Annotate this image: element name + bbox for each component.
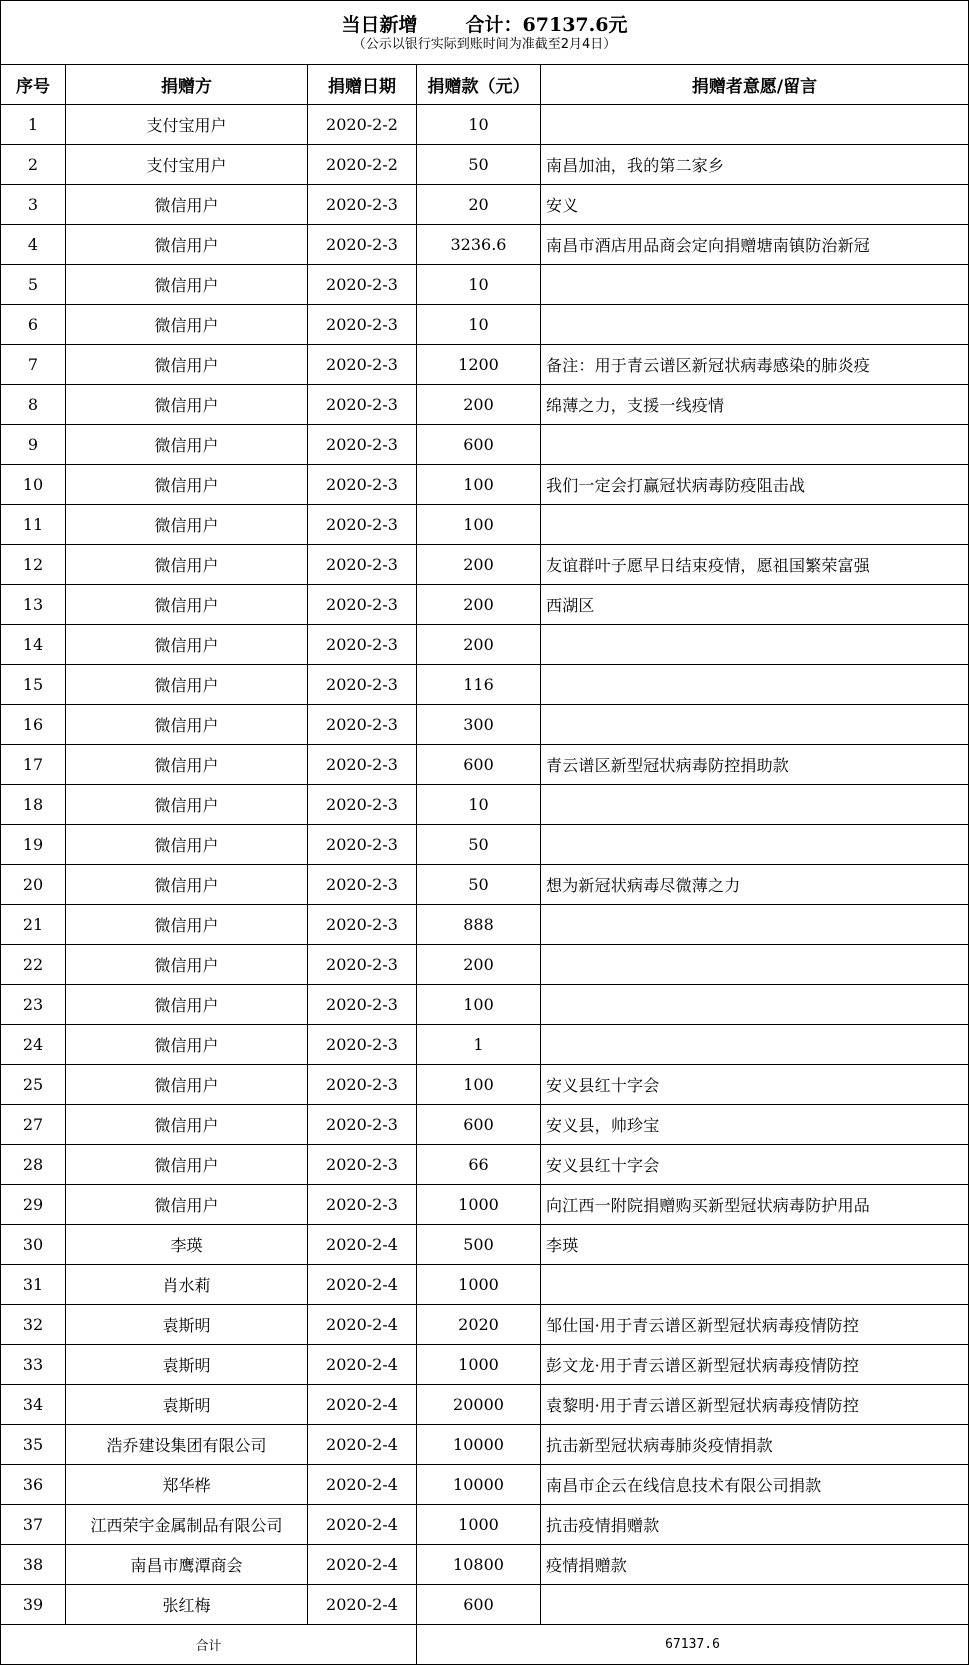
donor-cell: 张红梅 xyxy=(66,1585,308,1625)
row-number: 19 xyxy=(1,825,66,865)
donor-cell: 微信用户 xyxy=(66,1185,308,1225)
amount-cell: 50 xyxy=(417,145,541,185)
table-row xyxy=(1,1585,969,1625)
table-row xyxy=(1,185,969,225)
table-row xyxy=(1,985,969,1025)
donor-cell: 微信用户 xyxy=(66,1105,308,1145)
donor-cell: 微信用户 xyxy=(66,825,308,865)
date-cell: 2020-2-3 xyxy=(308,305,417,345)
message-cell: 李瑛 xyxy=(541,1225,969,1265)
amount-cell: 600 xyxy=(417,745,541,785)
date-cell: 2020-2-3 xyxy=(308,225,417,265)
column-header-amount: 捐赠款（元） xyxy=(417,65,541,105)
message-cell xyxy=(541,1585,969,1625)
date-cell: 2020-2-4 xyxy=(308,1385,417,1425)
table-row xyxy=(1,145,969,185)
donor-cell: 微信用户 xyxy=(66,265,308,305)
amount-cell: 20000 xyxy=(417,1385,541,1425)
amount-cell: 2020 xyxy=(417,1305,541,1345)
row-number: 39 xyxy=(1,1585,66,1625)
row-number: 29 xyxy=(1,1185,66,1225)
table-row xyxy=(1,545,969,585)
donor-cell: 微信用户 xyxy=(66,745,308,785)
message-cell xyxy=(541,505,969,545)
date-cell: 2020-2-3 xyxy=(308,745,417,785)
message-cell xyxy=(541,425,969,465)
column-header-no: 序号 xyxy=(1,65,66,105)
amount-cell: 10 xyxy=(417,105,541,145)
message-cell: 袁黎明·用于青云谱区新型冠状病毒疫情防控 xyxy=(541,1385,969,1425)
table-row xyxy=(1,1465,969,1505)
row-number: 12 xyxy=(1,545,66,585)
table-row xyxy=(1,465,969,505)
row-number: 31 xyxy=(1,1265,66,1305)
message-cell xyxy=(541,305,969,345)
message-cell: 青云谱区新型冠状病毒防控捐助款 xyxy=(541,745,969,785)
date-cell: 2020-2-3 xyxy=(308,1025,417,1065)
donor-cell: 微信用户 xyxy=(66,385,308,425)
total-label-cell: 合计 xyxy=(1,1625,417,1665)
donor-cell: 微信用户 xyxy=(66,465,308,505)
table-row xyxy=(1,1025,969,1065)
amount-cell: 100 xyxy=(417,1065,541,1105)
date-cell: 2020-2-4 xyxy=(308,1225,417,1265)
message-cell xyxy=(541,265,969,305)
amount-cell: 116 xyxy=(417,665,541,705)
donor-cell: 肖水莉 xyxy=(66,1265,308,1305)
message-cell xyxy=(541,945,969,985)
row-number: 9 xyxy=(1,425,66,465)
date-cell: 2020-2-4 xyxy=(308,1505,417,1545)
date-cell: 2020-2-3 xyxy=(308,265,417,305)
message-cell: 安义县红十字会 xyxy=(541,1065,969,1105)
total-value: 67137.6元 xyxy=(522,13,628,36)
donor-cell: 微信用户 xyxy=(66,945,308,985)
message-cell xyxy=(541,1025,969,1065)
amount-cell: 200 xyxy=(417,585,541,625)
amount-cell: 600 xyxy=(417,425,541,465)
date-cell: 2020-2-2 xyxy=(308,105,417,145)
table-row xyxy=(1,1225,969,1265)
date-cell: 2020-2-3 xyxy=(308,825,417,865)
amount-cell: 200 xyxy=(417,385,541,425)
message-cell xyxy=(541,985,969,1025)
amount-cell: 1000 xyxy=(417,1345,541,1385)
amount-cell: 100 xyxy=(417,985,541,1025)
amount-cell: 1 xyxy=(417,1025,541,1065)
donor-cell: 微信用户 xyxy=(66,905,308,945)
message-cell: 邹仕国·用于青云谱区新型冠状病毒疫情防控 xyxy=(541,1305,969,1345)
message-cell xyxy=(541,785,969,825)
table-row xyxy=(1,1505,969,1545)
row-number: 21 xyxy=(1,905,66,945)
row-number: 7 xyxy=(1,345,66,385)
date-cell: 2020-2-3 xyxy=(308,705,417,745)
amount-cell: 200 xyxy=(417,545,541,585)
date-cell: 2020-2-3 xyxy=(308,505,417,545)
amount-cell: 200 xyxy=(417,625,541,665)
donor-cell: 南昌市鹰潭商会 xyxy=(66,1545,308,1585)
donor-cell: 袁斯明 xyxy=(66,1305,308,1345)
donor-cell: 微信用户 xyxy=(66,1025,308,1065)
donor-cell: 微信用户 xyxy=(66,585,308,625)
row-number: 17 xyxy=(1,745,66,785)
message-cell: 抗击疫情捐赠款 xyxy=(541,1505,969,1545)
date-cell: 2020-2-3 xyxy=(308,945,417,985)
total-label: 合计： xyxy=(465,13,523,36)
date-cell: 2020-2-4 xyxy=(308,1265,417,1305)
table-row xyxy=(1,505,969,545)
amount-cell: 100 xyxy=(417,465,541,505)
amount-cell: 100 xyxy=(417,505,541,545)
message-cell: 友谊群叶子愿早日结束疫情，愿祖国繁荣富强 xyxy=(541,545,969,585)
amount-cell: 200 xyxy=(417,945,541,985)
message-cell: 南昌加油，我的第二家乡 xyxy=(541,145,969,185)
amount-cell: 10 xyxy=(417,785,541,825)
date-cell: 2020-2-3 xyxy=(308,1105,417,1145)
message-cell xyxy=(541,1265,969,1305)
table-row xyxy=(1,105,969,145)
row-number: 4 xyxy=(1,225,66,265)
row-number: 8 xyxy=(1,385,66,425)
table-row xyxy=(1,1385,969,1425)
date-cell: 2020-2-3 xyxy=(308,185,417,225)
donor-cell: 微信用户 xyxy=(66,865,308,905)
donor-cell: 支付宝用户 xyxy=(66,145,308,185)
message-cell: 备注：用于青云谱区新冠状病毒感染的肺炎疫 xyxy=(541,345,969,385)
amount-cell: 10 xyxy=(417,265,541,305)
amount-cell: 1000 xyxy=(417,1505,541,1545)
date-cell: 2020-2-4 xyxy=(308,1305,417,1345)
date-cell: 2020-2-3 xyxy=(308,865,417,905)
date-cell: 2020-2-3 xyxy=(308,665,417,705)
row-number: 14 xyxy=(1,625,66,665)
table-row xyxy=(1,585,969,625)
date-cell: 2020-2-3 xyxy=(308,625,417,665)
notice-text: （公示以银行实际到账时间为准截至2月4日） xyxy=(352,36,617,52)
row-number: 20 xyxy=(1,865,66,905)
table-row xyxy=(1,385,969,425)
date-cell: 2020-2-4 xyxy=(308,1425,417,1465)
message-cell: 想为新冠状病毒尽微薄之力 xyxy=(541,865,969,905)
date-cell: 2020-2-3 xyxy=(308,425,417,465)
table-row xyxy=(1,1105,969,1145)
table-row xyxy=(1,1265,969,1305)
donor-cell: 微信用户 xyxy=(66,1145,308,1185)
row-number: 16 xyxy=(1,705,66,745)
table-row xyxy=(1,1305,969,1345)
date-cell: 2020-2-4 xyxy=(308,1345,417,1385)
title-text: 当日新增 xyxy=(341,13,418,36)
message-cell xyxy=(541,625,969,665)
date-cell: 2020-2-3 xyxy=(308,1065,417,1105)
table-row xyxy=(1,785,969,825)
donor-cell: 微信用户 xyxy=(66,1065,308,1105)
table-row xyxy=(1,705,969,745)
row-number: 28 xyxy=(1,1145,66,1185)
table-row xyxy=(1,665,969,705)
table-row xyxy=(1,265,969,305)
row-number: 23 xyxy=(1,985,66,1025)
message-cell xyxy=(541,905,969,945)
donor-cell: 微信用户 xyxy=(66,305,308,345)
table-row xyxy=(1,625,969,665)
table-row xyxy=(1,945,969,985)
date-cell: 2020-2-3 xyxy=(308,985,417,1025)
donor-cell: 微信用户 xyxy=(66,185,308,225)
row-number: 33 xyxy=(1,1345,66,1385)
row-number: 6 xyxy=(1,305,66,345)
amount-cell: 50 xyxy=(417,825,541,865)
date-cell: 2020-2-2 xyxy=(308,145,417,185)
donor-cell: 袁斯明 xyxy=(66,1385,308,1425)
title-cell xyxy=(1,1,969,65)
date-cell: 2020-2-3 xyxy=(308,1185,417,1225)
date-cell: 2020-2-4 xyxy=(308,1545,417,1585)
donor-cell: 郑华桦 xyxy=(66,1465,308,1505)
donor-cell: 李瑛 xyxy=(66,1225,308,1265)
message-cell xyxy=(541,705,969,745)
message-cell: 安义县，帅珍宝 xyxy=(541,1105,969,1145)
table-row xyxy=(1,1545,969,1585)
row-number: 22 xyxy=(1,945,66,985)
row-number: 34 xyxy=(1,1385,66,1425)
date-cell: 2020-2-4 xyxy=(308,1465,417,1505)
donor-cell: 微信用户 xyxy=(66,785,308,825)
donor-cell: 浩乔建设集团有限公司 xyxy=(66,1425,308,1465)
table-row xyxy=(1,225,969,265)
row-number: 38 xyxy=(1,1545,66,1585)
donor-cell: 袁斯明 xyxy=(66,1345,308,1385)
row-number: 36 xyxy=(1,1465,66,1505)
message-cell xyxy=(541,105,969,145)
donor-cell: 微信用户 xyxy=(66,225,308,265)
message-cell xyxy=(541,665,969,705)
date-cell: 2020-2-3 xyxy=(308,385,417,425)
row-number: 37 xyxy=(1,1505,66,1545)
amount-cell: 10000 xyxy=(417,1465,541,1505)
message-cell: 向江西一附院捐赠购买新型冠状病毒防护用品 xyxy=(541,1185,969,1225)
amount-cell: 1000 xyxy=(417,1185,541,1225)
table-row xyxy=(1,1065,969,1105)
row-number: 13 xyxy=(1,585,66,625)
date-cell: 2020-2-3 xyxy=(308,905,417,945)
amount-cell: 10800 xyxy=(417,1545,541,1585)
amount-cell: 1200 xyxy=(417,345,541,385)
date-cell: 2020-2-3 xyxy=(308,465,417,505)
date-cell: 2020-2-4 xyxy=(308,1585,417,1625)
message-cell: 南昌市企云在线信息技术有限公司捐款 xyxy=(541,1465,969,1505)
table-row xyxy=(1,825,969,865)
title-row xyxy=(1,1,969,65)
amount-cell: 66 xyxy=(417,1145,541,1185)
table-row xyxy=(1,345,969,385)
date-cell: 2020-2-3 xyxy=(308,1145,417,1185)
row-number: 24 xyxy=(1,1025,66,1065)
donor-cell: 微信用户 xyxy=(66,705,308,745)
row-number: 32 xyxy=(1,1305,66,1345)
table-row xyxy=(1,1345,969,1385)
header-row xyxy=(1,65,969,105)
row-number: 30 xyxy=(1,1225,66,1265)
amount-cell: 600 xyxy=(417,1105,541,1145)
page-title xyxy=(1,13,968,37)
donor-cell: 微信用户 xyxy=(66,425,308,465)
row-number: 18 xyxy=(1,785,66,825)
message-cell: 抗击新型冠状病毒肺炎疫情捐款 xyxy=(541,1425,969,1465)
table-row xyxy=(1,905,969,945)
row-number: 2 xyxy=(1,145,66,185)
donor-cell: 微信用户 xyxy=(66,665,308,705)
donor-cell: 微信用户 xyxy=(66,545,308,585)
row-number: 15 xyxy=(1,665,66,705)
donor-cell: 江西荣宇金属制品有限公司 xyxy=(66,1505,308,1545)
amount-cell: 10 xyxy=(417,305,541,345)
amount-cell: 888 xyxy=(417,905,541,945)
total-row xyxy=(1,1625,969,1665)
message-cell: 彭文龙·用于青云谱区新型冠状病毒疫情防控 xyxy=(541,1345,969,1385)
message-cell: 我们一定会打赢冠状病毒防疫阻击战 xyxy=(541,465,969,505)
amount-cell: 500 xyxy=(417,1225,541,1265)
table-row xyxy=(1,745,969,785)
amount-cell: 20 xyxy=(417,185,541,225)
date-cell: 2020-2-3 xyxy=(308,545,417,585)
table-row xyxy=(1,865,969,905)
table-row xyxy=(1,1425,969,1465)
donor-cell: 微信用户 xyxy=(66,625,308,665)
row-number: 1 xyxy=(1,105,66,145)
table-row xyxy=(1,1145,969,1185)
amount-cell: 50 xyxy=(417,865,541,905)
message-cell xyxy=(541,825,969,865)
row-number: 27 xyxy=(1,1105,66,1145)
row-number: 35 xyxy=(1,1425,66,1465)
amount-cell: 10000 xyxy=(417,1425,541,1465)
row-number: 25 xyxy=(1,1065,66,1105)
row-number: 10 xyxy=(1,465,66,505)
table-row xyxy=(1,1185,969,1225)
donor-cell: 微信用户 xyxy=(66,985,308,1025)
donor-cell: 微信用户 xyxy=(66,345,308,385)
amount-cell: 300 xyxy=(417,705,541,745)
message-cell: 绵薄之力，支援一线疫情 xyxy=(541,385,969,425)
column-header-donor: 捐赠方 xyxy=(66,65,308,105)
amount-cell: 1000 xyxy=(417,1265,541,1305)
amount-cell: 600 xyxy=(417,1585,541,1625)
table-row xyxy=(1,425,969,465)
date-cell: 2020-2-3 xyxy=(308,785,417,825)
date-cell: 2020-2-3 xyxy=(308,345,417,385)
row-number: 11 xyxy=(1,505,66,545)
message-cell: 南昌市酒店用品商会定向捐赠塘南镇防治新冠 xyxy=(541,225,969,265)
message-cell: 西湖区 xyxy=(541,585,969,625)
message-cell: 疫情捐赠款 xyxy=(541,1545,969,1585)
date-cell: 2020-2-3 xyxy=(308,585,417,625)
message-cell: 安义 xyxy=(541,185,969,225)
donor-cell: 支付宝用户 xyxy=(66,105,308,145)
row-number: 5 xyxy=(1,265,66,305)
column-header-message: 捐赠者意愿/留言 xyxy=(541,65,969,105)
table-row xyxy=(1,305,969,345)
message-cell: 安义县红十字会 xyxy=(541,1145,969,1185)
row-number: 3 xyxy=(1,185,66,225)
amount-cell: 3236.6 xyxy=(417,225,541,265)
donor-cell: 微信用户 xyxy=(66,505,308,545)
column-header-date: 捐赠日期 xyxy=(308,65,417,105)
total-amount-cell: 67137.6 xyxy=(417,1625,969,1665)
